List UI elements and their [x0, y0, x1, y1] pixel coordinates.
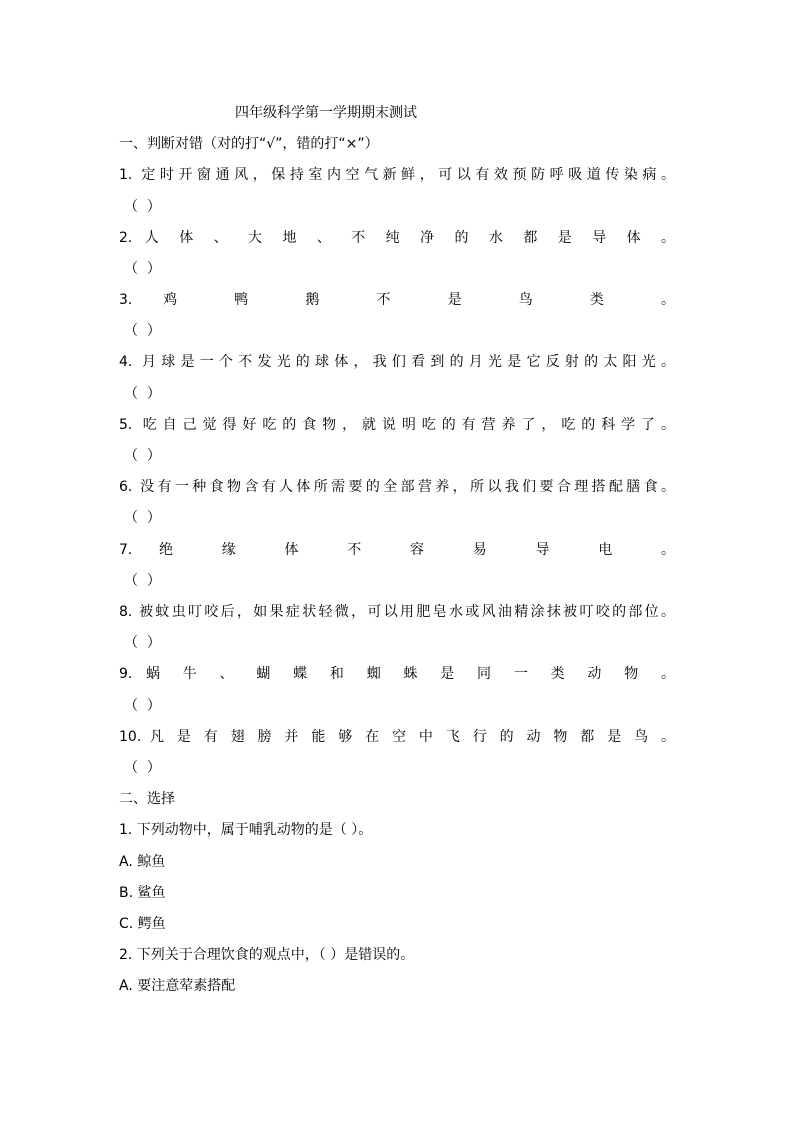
answer-blank-2[interactable]: （ ） [124, 261, 161, 277]
true-false-item-1: 1. 定时开窗通风，保持室内空气新鲜，可以有效预防呼吸道传染病。 [119, 167, 675, 183]
true-false-item-8: 8. 被蚊虫叮咬后，如果症状轻微，可以用肥皂水或风油精涂抹被叮咬的部位。 [119, 604, 675, 620]
true-false-item-2: 2. 人 体 、 大 地 、 不 纯 净 的 水 都 是 导 体 。 [119, 230, 675, 246]
choice-question-2-stem: 2. 下列关于合理饮食的观点中，（ ）是错误的。 [119, 947, 415, 963]
answer-blank-10[interactable]: （ ） [124, 760, 161, 776]
answer-blank-5[interactable]: （ ） [124, 448, 161, 464]
choice-question-1-option-a[interactable]: A. 鲸鱼 [119, 854, 166, 870]
choice-question-2-option-a[interactable]: A. 要注意荤素搭配 [119, 978, 236, 994]
true-false-item-5: 5. 吃自己觉得好吃的食物，就说明吃的有营养了，吃的科学了。 [119, 417, 675, 433]
answer-blank-4[interactable]: （ ） [124, 386, 161, 402]
true-false-item-4: 4. 月球是一个不发光的球体，我们看到的月光是它反射的太阳光。 [119, 354, 675, 370]
true-false-item-3: 3. 鸡 鸭 鹅 不 是 鸟 类 。 [119, 292, 675, 308]
choice-question-1-stem: 1. 下列动物中，属于哺乳动物的是（ ）。 [119, 822, 373, 838]
true-false-item-10: 10. 凡 是 有 翅 膀 并 能 够 在 空 中 飞 行 的 动 物 都 是 鸟 。 [119, 729, 675, 745]
choice-question-1-option-c[interactable]: C. 鳄鱼 [119, 916, 166, 932]
section-2-heading: 二、选择 [119, 791, 175, 807]
answer-blank-3[interactable]: （ ） [124, 323, 161, 339]
true-false-item-6: 6. 没有一种食物含有人体所需要的全部营养，所以我们要合理搭配膳食。 [119, 479, 675, 495]
choice-question-1-option-b[interactable]: B. 鲨鱼 [119, 885, 166, 901]
answer-blank-1[interactable]: （ ） [124, 199, 161, 215]
section-1-heading: 一、判断对错（对的打“√”，错的打“×”） [119, 136, 379, 152]
answer-blank-9[interactable]: （ ） [124, 698, 161, 714]
true-false-item-7: 7. 绝 缘 体 不 容 易 导 电 。 [119, 542, 675, 558]
page-title: 四年级科学第一学期期末测试 [235, 105, 417, 121]
answer-blank-6[interactable]: （ ） [124, 510, 161, 526]
answer-blank-8[interactable]: （ ） [124, 635, 161, 651]
true-false-item-9: 9. 蜗 牛 、 蝴 蝶 和 蜘 蛛 是 同 一 类 动 物 。 [119, 666, 675, 682]
answer-blank-7[interactable]: （ ） [124, 573, 161, 589]
